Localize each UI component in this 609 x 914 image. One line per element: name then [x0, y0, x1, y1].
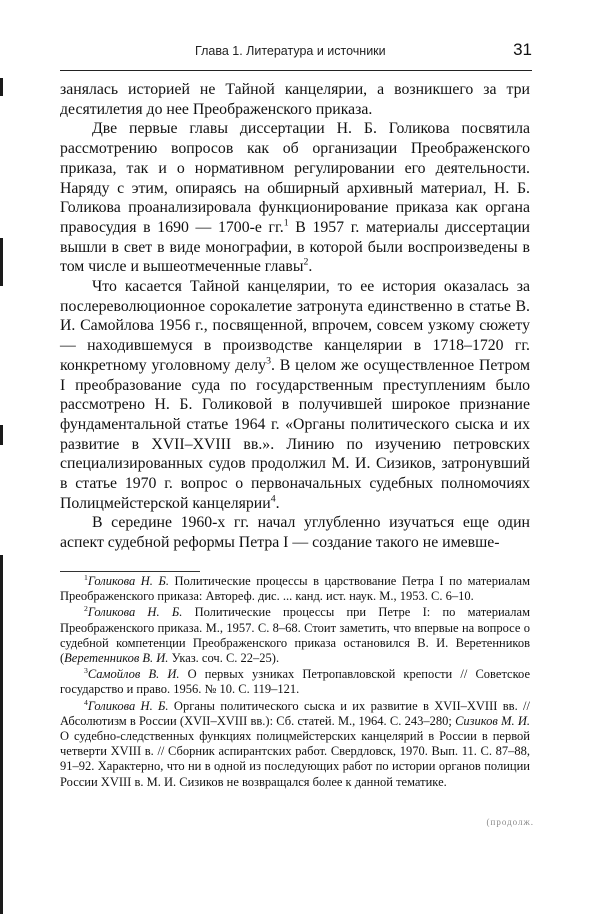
footnotes [60, 574, 530, 791]
main-text [60, 80, 530, 553]
footnote: $^3$Самойлов В. И. О первых узниках Петропавловской крепости // Советское государство и право. 1956. № 10. С. 119–121. [60, 666, 530, 697]
footnote-author: Самойлов В. И. [87, 667, 180, 682]
scan-edge-middle [0, 238, 3, 286]
scan-edge-bottom [0, 555, 3, 914]
footnote-author: Веретенников В. И. [64, 651, 169, 666]
header-rule [60, 70, 532, 71]
paragraph: занялась историей не Тайной канцелярии, а возникшего за три десятилетия до нее Преображенского приказа. [60, 81, 530, 118]
running-title: Глава 1. Литература и источники [195, 44, 386, 58]
footnote: $^1$Голикова Н. Б. Политические процессы в царствование Петра I по материалам Преображенского приказа: Автореф. дис. ... канд. ист. наук. М., 1953. С. 6–10. [60, 572, 530, 604]
page-header [60, 40, 540, 66]
footnote: $^2$Голикова Н. Б. Политические процессы при Петре I: по материалам Преображенского приказа. М., 1957. С. 8–68. Стоит заметить, что впервые на вопросе о судебной компетенции Преображенского приказа остановился В. И. Веретенников (Веретенников В. И. Указ. соч. С. 22–25). [60, 604, 530, 666]
footnote-author: Сизиков М. И. [455, 713, 531, 728]
paragraph: Что касается Тайной канцелярии, то ее история оказалась за послереволюционное сорокалетие затронута единственно в статье В. И. Самойлова 1956 г., посвященной, впрочем, совсем узкому сюжету — находившемуся в производстве канцелярии в 1718–1720 гг. конкретному уголовному делу$^3$. В целом же осуществленное Петром I преобразование суда по государственным преступлениям было рассмотрено Н. Б. Голиковой в получившей широкое признание фундаментальной статье 1964 г. «Органы политического сыска и их развитие в XVII–XVIII вв.». Линию по изучению петровских специализированных судов продолжил М. И. Сизиков, затронувший в статье 1970 г. вопрос о первоначальных судебных полномочиях Полицмейстерской канцелярии$^4$. [60, 278, 530, 512]
paragraph: Две первые главы диссертации Н. Б. Голикова посвятила рассмотрению вопросов как об организации Преображенского приказа, так и о нормативном регулировании его деятельности. Наряду с этим, опираясь на обширный архивный материал, Н. Б. Голикова проанализировала функционирование приказа как органа правосудия в 1690 — 1700-е гг.$^1$ В 1957 г. материалы диссертации вышли в свет в виде монографии, в которой были воспроизведены в том числе и вышеотмеченные главы$^2$. [60, 120, 531, 276]
footnote-author: Голикова Н. Б. [87, 605, 183, 620]
footnote-ref: 1 [283, 217, 289, 229]
footnote-author: Голикова Н. Б. [87, 698, 169, 713]
footnote-rule [60, 571, 200, 572]
footnote-author: Голикова Н. Б. [87, 574, 169, 588]
footnote: $^4$Голикова Н. Б. Органы политического сыска и их развитие в XVII–XVIII вв. // Абсолютизм в России (XVII–XVIII вв.): Сб. статей. М., 1964. С. 243–280; Сизиков М. И. О судебно-следственных функциях полицмейстерских канцелярий в России в первой четверти XVIII в. // Сборник аспирантских работ. Свердловск, 1970. Вып. 11. С. 87–88, 91–92. Характерно, что ни в одной из последующих работ по истории органов полиции России XVIII в. М. И. Сизиков не возвращался более к данной тематике. [60, 697, 531, 789]
scan-edge-top [0, 78, 3, 96]
footnote-ref: 3 [266, 355, 271, 367]
footnote-ref: 4 [270, 493, 276, 505]
page-number: 31 [513, 40, 532, 59]
scan-edge-lower [0, 425, 3, 445]
footnote-ref: 2 [303, 257, 309, 269]
continuation-mark: (продолж. [486, 817, 534, 827]
paragraph: В середине 1960-х гг. начал углубленно изучаться еще один аспект судебной реформы Петра I — создание такого не имевше- [60, 514, 530, 552]
